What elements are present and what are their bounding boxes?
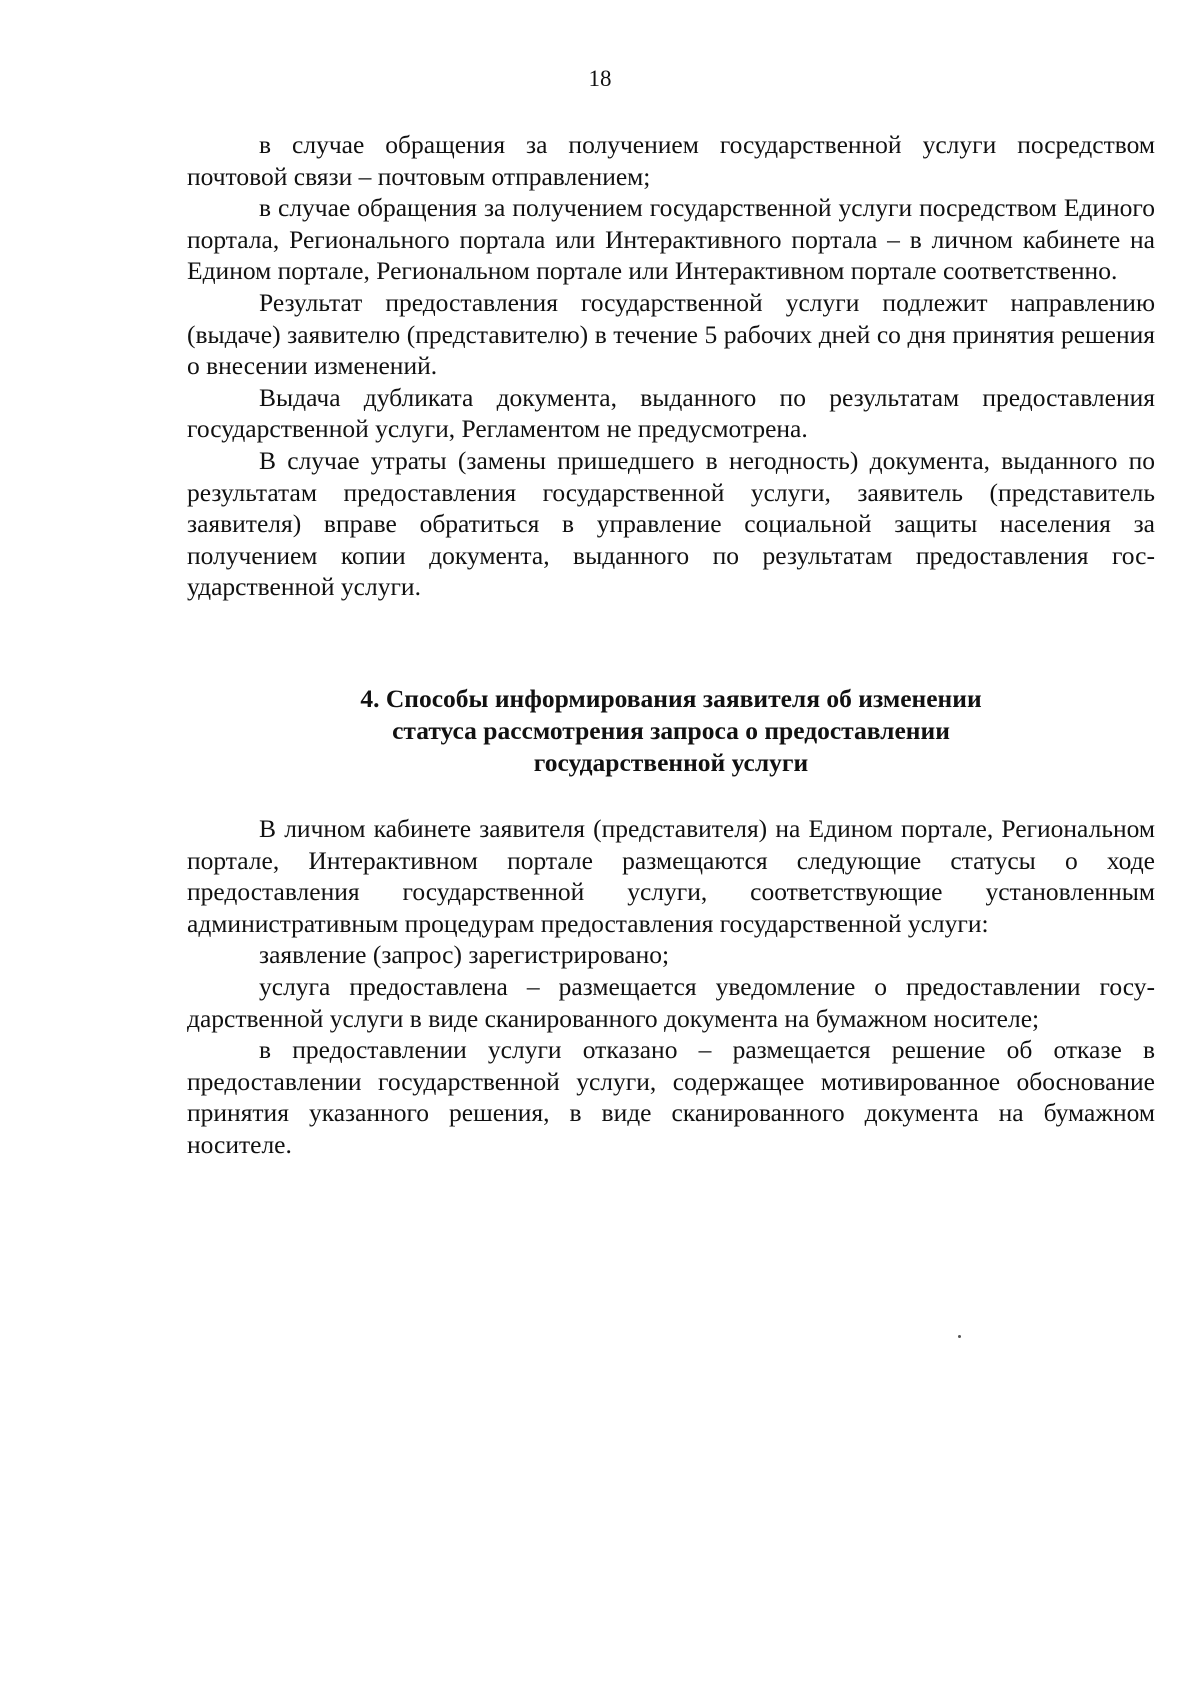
paragraph-document-loss: В случае утраты (замены пришедшего в негодность) документа, выданного по результатам предоставления государственной услуги, заявитель (представитель заявителя) вправе обратиться в управление социальной защиты населения за получением копии документа, выданного по результатам предоставления государственной услуги. — [187, 445, 1155, 602]
paragraph-status-provided: услуга предоставлена – размещается уведомление о предоставлении государственной услуги в виде сканированного документа на бумажном носителе; — [187, 971, 1155, 1033]
body-text-bottom — [187, 813, 1155, 1161]
paragraph-duplicate-not-provided: Выдача дубликата документа, выданного по результатам предоставления государственной услуги, Регламентом не предусмотрена. — [187, 382, 1155, 444]
paragraph-status-refused: в предоставлении услуги отказано – размещается решение об отказе в предоставлении государственной услуги, содержащее мотивированное обоснование принятия указанного решения, в виде сканированного документа на бумажном носителе. — [187, 1035, 1155, 1159]
section-heading-line-3: государственной услуги — [533, 748, 809, 777]
paragraph-statuses-intro: В личном кабинете заявителя (представителя) на Едином портале, Региональном портале, Интерактивном портале размещаются следующие статусы о ходе предоставления государственной услуги, соответствующие установленным административным процедурам предоставления государственной услуги: — [187, 814, 1155, 938]
page-number: 18 — [588, 66, 612, 91]
paragraph-postal-delivery: в случае обращения за получением государственной услуги посредством почтовой связи – почтовым отправлением; — [187, 130, 1155, 191]
paragraph-result-delivery-term: Результат предоставления государственной услуги подлежит направлению (выдаче) заявителю (представителю) в течение 5 рабочих дней со дня принятия решения о внесении изменений. — [187, 287, 1155, 381]
paragraph-status-registered: заявление (запрос) зарегистрировано; — [259, 940, 670, 970]
section-heading-line-1: 4. Способы информирования заявителя об изменении — [360, 684, 982, 713]
paragraph-portal-delivery: в случае обращения за получением государственной услуги посредством Единого портала, Регионального портала или Интерактивного портала – в личном кабинете на Едином портале, Региональном портале или Интерактивном портале соответственно. — [187, 193, 1155, 286]
scan-speck — [958, 1335, 961, 1338]
body-text-top — [187, 129, 1155, 603]
section-heading — [187, 683, 1155, 779]
section-heading-line-2: статуса рассмотрения запроса о предоставлении — [392, 716, 950, 745]
